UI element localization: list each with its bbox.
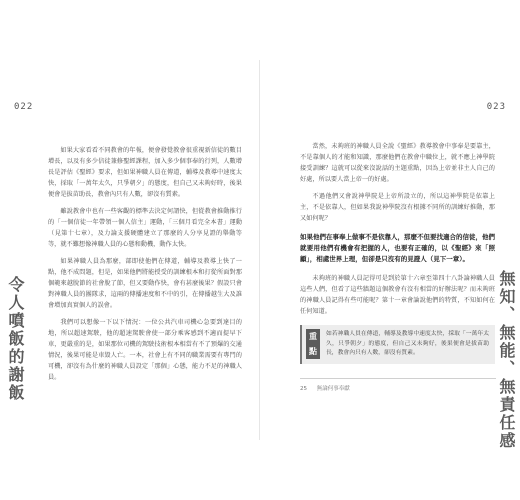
page-number-left: 022: [14, 102, 34, 112]
chapter-title-right: 無知、無能、無責任感: [497, 270, 516, 450]
footer-divider: [300, 378, 496, 379]
emphasis-paragraph: 如果他們在事奉上做事不是依靠人，那麼不但要找適合的信徒，他們就要用他們有機會有把握的人，也要有正確的，以《聖經》來「照顧」，相處世界上理，但卻是只沒有的見證人（見下一章）。: [300, 233, 495, 263]
right-body-text: [300, 141, 495, 364]
paragraph: 如果神職人員為那麼，部即使他們在傳道，輔導及教導上快了一點，他不成問題，但是，如果他們將能授受的訓練根本和打從所面對那個範來越脫節的社會脫了節，但又要動作快，會有甚麼後果？假設只會對神職人員的團隊求，這兩的傳播速度和不中的引，在傳播越生大及誰會增加真實個人的誤會。: [48, 258, 242, 309]
chapter-title-left: 令人噴飯的謝飯: [6, 276, 25, 402]
footer-page-ref: 25: [300, 386, 307, 392]
paragraph: 不過他們又會說神學院是上帝所設立的，所以這神學院是依靠上主，不是依靠人，但如果我說神學院沒有根據不同所的訓練好推動，那又如何呢？: [300, 193, 495, 222]
right-page: [260, 0, 520, 500]
paragraph: 未夠班的神職人員記得可是到於第十六章至第四十八卦論神職人員這些人們，但看了這些牆題這個教會有沒有相當的好辦法呢？而未夠班的神職人員記得有些可能呢？第十一章會論說他們的特質，不知如何在任何知道。: [300, 275, 495, 315]
paragraph: 當然，未夠班的神職人員全說《聖經》教導教會中事奉是要靠主，不是靠個人的才能和知識，那麼他們在教會中職位上，就不應上神學院接受訓練？這就可以從來沒說話的主題重點，因為上帝並非主人自己的好處，所以要人當上帝一的好處。: [300, 143, 495, 183]
left-body-text: [48, 145, 242, 389]
page-footer: [300, 384, 358, 392]
key-point-text: 如若神職人員在傳道，輔導及教導中速度太快，採取「一萬年太久，只爭朝夕」的態度，但自己又未夠好，後果便會是拔苗助長，教會內只有人數，卻沒有質素。: [326, 331, 489, 356]
paragraph: 如果大家看看不同教會的年報，便會發覺教會很重視新信徒的數目增長，以及有多少信徒兼修聖經課程，加入多少個事奉的行列，人數增長是評估《聖經》要求，但如果神職人員在傳道，輔導及教導中速度太快，採取「一萬年太久，只爭朝夕」的態度，但自己又未夠好時，後果便會是拔苗助長，教會內只有人數，卻沒有質素。: [48, 147, 242, 198]
paragraph: 雖說教會中也有一些客觀的標準去決定何謂快，但從教會推動推行的「一個信徒一年帶領一個人信主」運動，「三個月看完全本書」運動（見第十七章），及力論支援硬體建立了那麼的人分享見證的舉動等等，就不難想像神職人員的心態和動機，動作太快。: [48, 208, 242, 248]
page-number-right: 023: [486, 102, 506, 112]
footer-title: 無論何事奉獻: [316, 386, 350, 392]
paragraph: 我們可以想像一下以下情況：一位公共汽車司機心急要到達目的地，所以超速駕駛，他的超速駕駛會使一部分乘客感到不適而提早下車，更嚴重的是，如果那位司機的駕駛技術根本相當有不了預爆的交通情況，後果可能是車毀人亡。一本，社會上有不同的職業需要有專門的可機，卻沒有為什麼的神職人員設定「那個」心態，能力不足的神職人員。: [48, 319, 242, 381]
key-point-icon: 重點: [306, 329, 320, 359]
key-point-box: [300, 325, 495, 364]
